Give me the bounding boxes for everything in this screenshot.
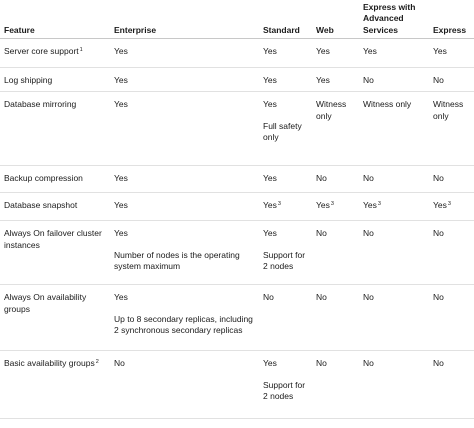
cell-value: Yes [363,46,377,56]
cell-value: Yes [316,46,330,56]
standard-cell [259,166,312,193]
table-row [0,68,474,92]
table-row [0,166,474,193]
enterprise-cell [110,166,259,193]
express-cell [429,221,474,285]
feature-label: Log shipping [4,75,53,85]
feature-label: Always On failover cluster instances [4,228,102,250]
cell-value: Yes [316,200,330,210]
cell-value: Yes [114,173,128,183]
feature-cell [0,39,110,68]
table-body [0,39,474,419]
footnote-marker: 2 [95,359,99,365]
cell-note: Number of nodes is the operating system maximum [114,249,240,271]
standard-cell [259,285,312,351]
cell-value: Yes [114,75,128,85]
enterprise-cell [110,92,259,166]
cell-value: No [433,173,444,183]
footnote-marker: 1 [79,47,83,53]
standard-cell [259,193,312,221]
express-cell [429,92,474,166]
cell-value: Yes [263,358,277,368]
standard-cell [259,68,312,92]
express-advanced-cell [359,285,429,351]
table-row [0,351,474,419]
column-header-express-advanced: Express with Advanced Services [359,0,429,39]
web-cell [312,166,359,193]
table-row [0,285,474,351]
express-advanced-cell [359,193,429,221]
footnote-marker: 3 [377,201,381,207]
enterprise-cell [110,221,259,285]
cell-value: No [363,358,374,368]
footnote-marker: 3 [277,201,281,207]
column-header-web: Web [312,0,359,39]
cell-value: Yes [114,292,128,302]
cell-value: Yes [263,99,277,109]
feature-label: Always On availability groups [4,292,87,314]
cell-value: Witness only [433,99,464,121]
cell-value: No [263,292,274,302]
express-advanced-cell [359,92,429,166]
feature-cell [0,166,110,193]
enterprise-cell [110,351,259,419]
column-header-standard: Standard [259,0,312,39]
standard-cell [259,92,312,166]
cell-note: Support for 2 nodes [263,249,306,271]
cell-value: Yes [263,46,277,56]
cell-note: Support for 2 nodes [263,379,306,401]
standard-cell [259,39,312,68]
cell-value: Witness only [363,99,412,109]
standard-cell [259,221,312,285]
cell-value: No [316,173,327,183]
express-advanced-cell [359,166,429,193]
cell-value: Witness only [316,99,347,121]
cell-value: No [433,292,444,302]
feature-cell [0,221,110,285]
cell-value: Yes [363,200,377,210]
table-header [0,0,474,39]
footnote-marker: 3 [330,201,334,207]
cell-value: Yes [433,46,447,56]
web-cell [312,92,359,166]
table-row [0,221,474,285]
express-advanced-cell [359,351,429,419]
cell-note: Full safety only [263,120,302,142]
feature-label: Basic availability groups [4,358,95,368]
web-cell [312,285,359,351]
express-cell [429,351,474,419]
feature-cell [0,68,110,92]
table-row [0,193,474,221]
cell-value: No [363,292,374,302]
express-advanced-cell [359,221,429,285]
feature-label: Backup compression [4,173,83,183]
web-cell [312,221,359,285]
cell-value: Yes [114,46,128,56]
cell-value: No [363,75,374,85]
cell-value: No [433,228,444,238]
express-cell [429,68,474,92]
cell-value: Yes [114,200,128,210]
cell-value: No [433,358,444,368]
cell-value: No [363,173,374,183]
column-header-express: Express [429,0,474,39]
web-cell [312,351,359,419]
express-advanced-cell [359,39,429,68]
cell-value: No [363,228,374,238]
cell-value: Yes [316,75,330,85]
cell-value: No [316,292,327,302]
cell-value: No [316,228,327,238]
express-cell [429,193,474,221]
cell-value: No [114,358,125,368]
express-advanced-cell [359,68,429,92]
web-cell [312,68,359,92]
feature-label: Database mirroring [4,99,77,109]
feature-cell [0,92,110,166]
cell-value: Yes [263,228,277,238]
cell-value: No [316,358,327,368]
feature-label: Database snapshot [4,200,78,210]
cell-value: Yes [263,200,277,210]
column-header-enterprise: Enterprise [110,0,259,39]
cell-value: Yes [263,75,277,85]
column-header-feature: Feature [0,0,110,39]
cell-value: No [433,75,444,85]
cell-value: Yes [114,99,128,109]
enterprise-cell [110,193,259,221]
cell-note: Up to 8 secondary replicas, including 2 synchronous secondary replicas [114,313,253,335]
enterprise-cell [110,68,259,92]
enterprise-cell [110,285,259,351]
express-cell [429,285,474,351]
cell-value: Yes [114,228,128,238]
enterprise-cell [110,39,259,68]
header-row [0,0,474,39]
feature-cell [0,285,110,351]
web-cell [312,39,359,68]
web-cell [312,193,359,221]
feature-cell [0,193,110,221]
table-row [0,39,474,68]
table-row [0,92,474,166]
standard-cell [259,351,312,419]
express-cell [429,39,474,68]
cell-value: Yes [263,173,277,183]
feature-label: Server core support [4,46,79,56]
cell-value: Yes [433,200,447,210]
footnote-marker: 3 [447,201,451,207]
feature-cell [0,351,110,419]
express-cell [429,166,474,193]
